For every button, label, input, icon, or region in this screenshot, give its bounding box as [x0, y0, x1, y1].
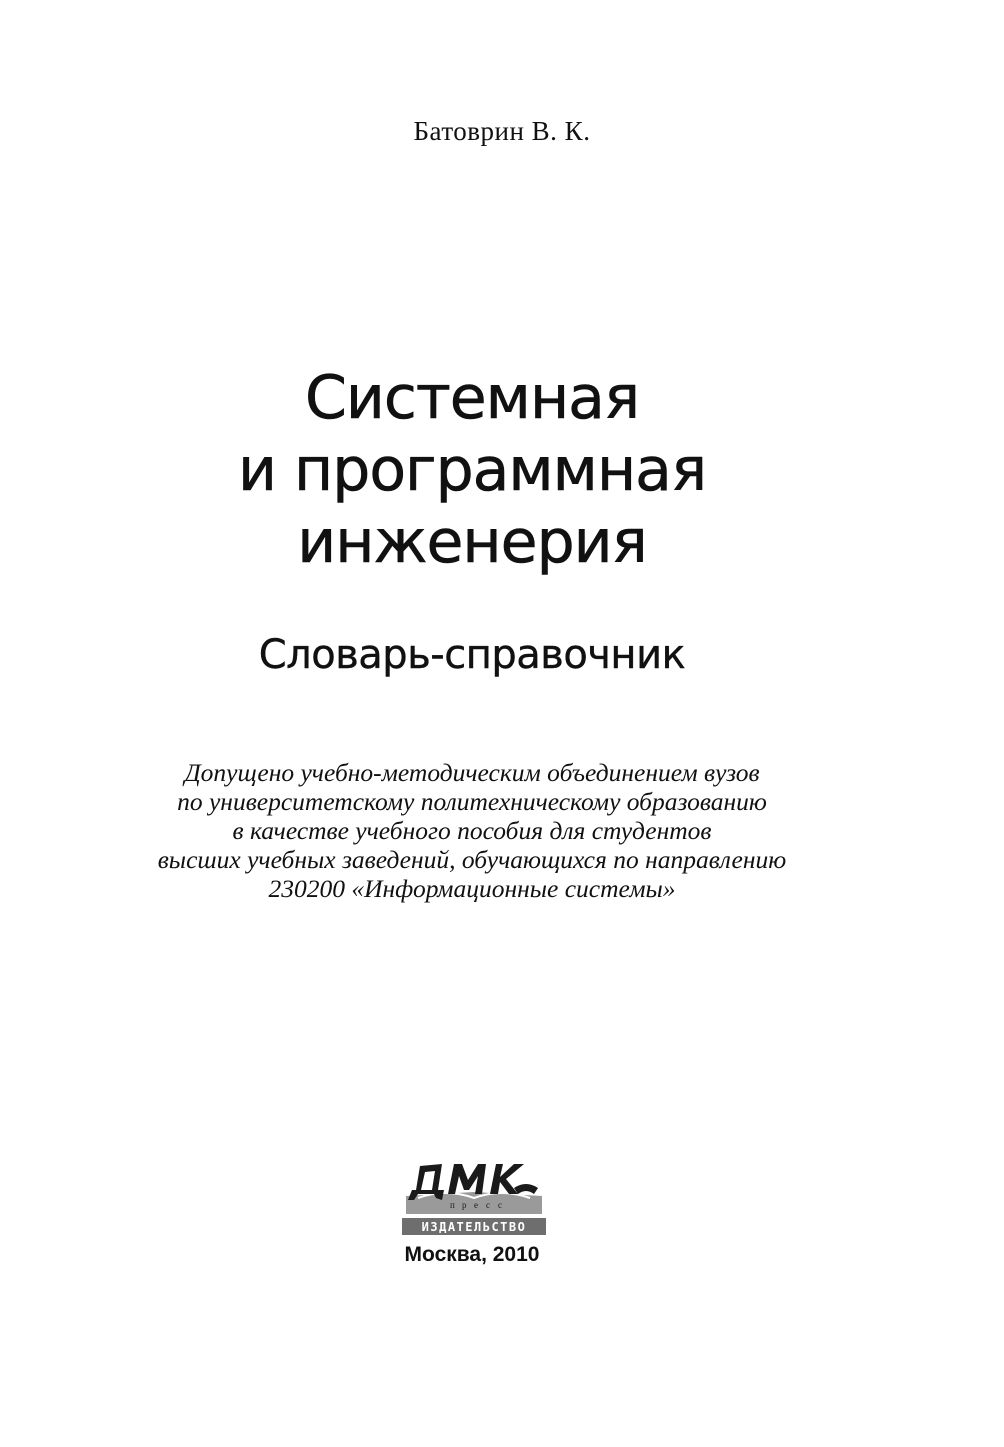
svg-text:с: с: [486, 1200, 490, 1210]
imprint-city-year: Москва, 2010: [404, 1243, 540, 1266]
svg-text:с: с: [498, 1200, 502, 1210]
approval-statement: [0, 758, 944, 903]
svg-text:п: п: [450, 1200, 455, 1210]
svg-text:е: е: [474, 1200, 478, 1210]
book-title-line: инженерия: [297, 507, 647, 577]
approval-line: Допущено учебно-методическим объединением вузов: [184, 758, 760, 787]
approval-line: по университетскому политехническому образованию: [177, 787, 767, 816]
book-subtitle: Словарь-справочник: [258, 632, 686, 678]
approval-line: в качестве учебного пособия для студентов: [232, 816, 712, 845]
svg-text:ИЗДАТЕЛЬСТВО: ИЗДАТЕЛЬСТВО: [421, 1220, 527, 1234]
svg-text:р: р: [462, 1200, 467, 1210]
book-title-line: Системная: [304, 363, 640, 433]
book-title-line: и программная: [237, 435, 707, 505]
author-name: Батоврин В. К.: [413, 116, 591, 146]
dmk-press-logo-icon: [398, 1158, 550, 1238]
book-title: [0, 362, 944, 578]
approval-line: 230200 «Информационные системы»: [268, 874, 676, 903]
approval-line: высших учебных заведений, обучающихся по направлению: [157, 845, 787, 874]
